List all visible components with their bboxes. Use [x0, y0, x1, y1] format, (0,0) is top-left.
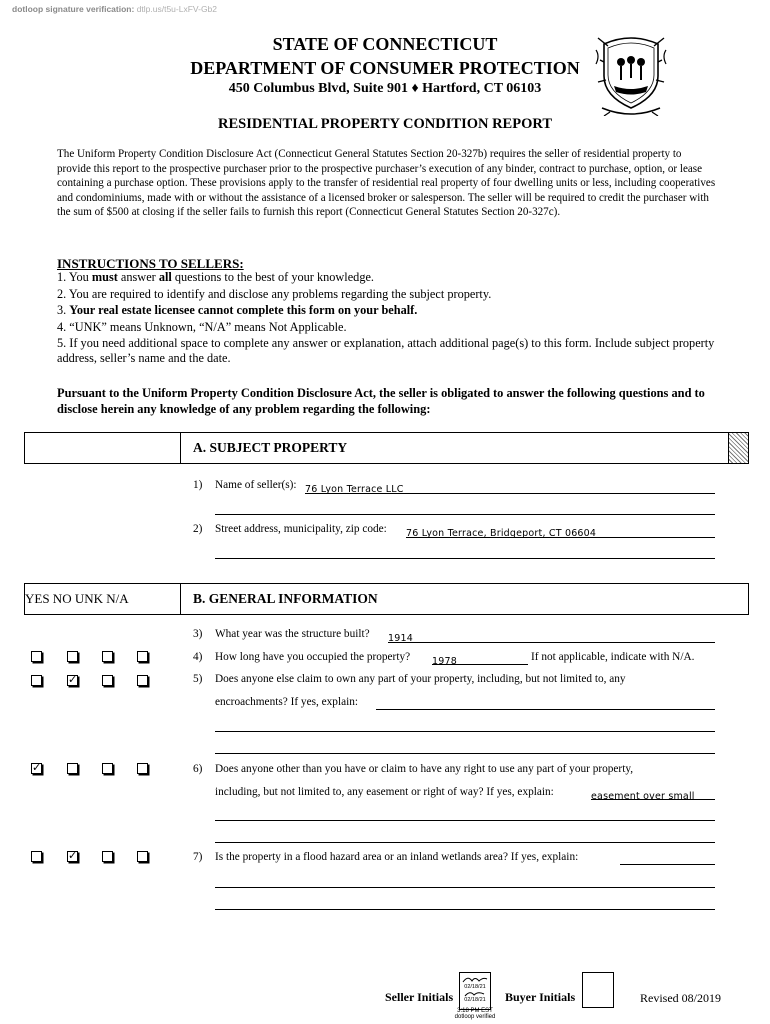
- q6-unk-checkbox[interactable]: [102, 763, 113, 774]
- stamp-verified: dotloop verified: [454, 1014, 496, 1020]
- q5-na-checkbox[interactable]: [137, 675, 148, 686]
- q4-unk-checkbox[interactable]: [102, 651, 113, 662]
- seller-initials-box[interactable]: [459, 972, 491, 1010]
- section-a-title: A. SUBJECT PROPERTY: [193, 440, 348, 455]
- q6-explain-field[interactable]: [591, 786, 715, 800]
- buyer-initials-label: Buyer Initials: [505, 990, 576, 1004]
- q6-yes-checkbox[interactable]: ✓: [32, 761, 42, 774]
- pursuant-statement: Pursuant to the Uniform Property Condition Disclosure Act, the seller is obligated to answer the following questions and to disclose herein any knowledge of any problem regarding the following:: [57, 386, 705, 416]
- question-4-suffix: If not applicable, indicate with N/A.: [531, 651, 695, 663]
- q6-no-checkbox[interactable]: [67, 763, 78, 774]
- q4-na-checkbox[interactable]: [137, 651, 148, 662]
- section-a-header: [24, 432, 749, 464]
- buyer-initials-box[interactable]: [582, 972, 614, 1008]
- stamp-date-1: 02/18/21: [464, 984, 486, 990]
- seller-name-field-line2[interactable]: [215, 502, 715, 515]
- seller-initials-label: Seller Initials: [385, 990, 454, 1004]
- dotloop-label: dotloop signature verification:: [12, 4, 135, 14]
- q5-explain-line3[interactable]: [215, 742, 715, 754]
- department-title: DEPARTMENT OF CONSUMER PROTECTION: [190, 58, 580, 78]
- section-b-header: [24, 583, 749, 615]
- question-5: 5) Does anyone else claim to own any part of your property, including, but not limited to, any: [193, 673, 626, 685]
- signature-initials-2-icon: [460, 990, 490, 997]
- q4-yes-checkbox[interactable]: [31, 651, 42, 662]
- occupied-field[interactable]: [432, 651, 528, 665]
- stamp-date-2: 02/18/21: [464, 997, 486, 1003]
- q6-explain-line2[interactable]: [215, 809, 715, 821]
- instruction-2: 2. You are required to identify and disclose any problems regarding the subject property.: [57, 287, 492, 301]
- question-7: 7) Is the property in a flood hazard area or an inland wetlands area? If yes, explain:: [193, 851, 579, 863]
- q5-unk-checkbox[interactable]: [102, 675, 113, 686]
- q5-explain-field[interactable]: [376, 696, 715, 710]
- year-built-value: 1914: [388, 633, 413, 644]
- street-address-field-line2[interactable]: [215, 546, 715, 559]
- signature-initials-icon: [460, 974, 490, 984]
- report-title: RESIDENTIAL PROPERTY CONDITION REPORT: [217, 116, 552, 132]
- stamp-time: 3:18 PM EST: [457, 1008, 493, 1014]
- q7-explain-field[interactable]: [620, 851, 715, 865]
- q5-no-checkbox[interactable]: ✓: [68, 673, 78, 686]
- instruction-3: 3. Your real estate licensee cannot complete this form on your behalf.: [57, 303, 418, 317]
- dotloop-link[interactable]: dtlp.us/t5u-LxFV-Gb2: [136, 4, 218, 14]
- q4-no-checkbox[interactable]: [67, 651, 78, 662]
- revised-date: Revised 08/2019: [640, 991, 721, 1005]
- instruction-5: 5. If you need additional space to complete any answer or explanation, attach additional page(s) to this form. Include subject property address, seller’s name and the date.: [57, 336, 715, 365]
- question-4: 4) How long have you occupied the property?: [193, 651, 411, 663]
- q7-na-checkbox[interactable]: [137, 851, 148, 862]
- q6-explain-line3[interactable]: [215, 831, 715, 843]
- street-address-field[interactable]: [406, 523, 715, 538]
- q7-unk-checkbox[interactable]: [102, 851, 113, 862]
- q7-yes-checkbox[interactable]: [31, 851, 42, 862]
- instruction-4: 4. “UNK” means Unknown, “N/A” means Not Applicable.: [57, 320, 347, 334]
- question-6: 6) Does anyone other than you have or claim to have any right to use any part of your property,: [193, 763, 634, 775]
- year-built-field[interactable]: [388, 628, 715, 643]
- q7-no-checkbox[interactable]: ✓: [68, 849, 78, 862]
- q6-explain-value: easement over small: [591, 791, 695, 802]
- seller-name-value: 76 Lyon Terrace LLC: [305, 484, 404, 495]
- occupied-value: 1978: [432, 656, 457, 667]
- answer-column-headers: YES NO UNK N/A: [25, 591, 129, 606]
- street-address-value: 76 Lyon Terrace, Bridgeport, CT 06604: [406, 528, 597, 539]
- section-b-title: B. GENERAL INFORMATION: [193, 591, 378, 606]
- seller-name-field[interactable]: [305, 479, 715, 494]
- question-1: 1) Name of seller(s):: [193, 479, 297, 491]
- instruction-1: 1. You must answer all questions to the best of your knowledge.: [57, 270, 374, 284]
- question-3: 3) What year was the structure built?: [193, 628, 370, 640]
- question-6-line2: including, but not limited to, any easement or right of way? If yes, explain:: [215, 786, 554, 798]
- question-5-line2: encroachments? If yes, explain:: [215, 696, 359, 708]
- q5-explain-line2[interactable]: [215, 720, 715, 732]
- intro-paragraph: The Uniform Property Condition Disclosure Act (Connecticut General Statutes Section 20-327b) requires the seller of residential property to provide this report to the prospective purchaser prior to the prospective purchaser’s execution of any binder, contract to purchase, option, or lease containing a purchase option. These provisions apply to the transfer of residential real property of four dwelling units or less, including cooperatives and condominiums, made with or without the assistance of a licensed broker or salesperson. The seller will be required to credit the purchaser with the sum of $500 at closing if the seller fails to furnish this report (Connecticut General Statutes Section 20-327c).: [57, 148, 716, 219]
- state-title: STATE OF CONNECTICUT: [272, 34, 498, 54]
- hatch-pattern: [728, 433, 748, 463]
- q7-explain-line2[interactable]: [215, 876, 715, 888]
- q5-yes-checkbox[interactable]: [31, 675, 42, 686]
- question-2: 2) Street address, municipality, zip code:: [193, 523, 387, 535]
- q7-explain-line3[interactable]: [215, 898, 715, 910]
- dotloop-verification: [12, 4, 217, 14]
- department-address: 450 Columbus Blvd, Suite 901 ♦ Hartford, CT 06103: [228, 81, 542, 96]
- instructions-title: INSTRUCTIONS TO SELLERS:: [57, 256, 244, 271]
- state-seal-icon: [594, 30, 668, 116]
- q6-na-checkbox[interactable]: [137, 763, 148, 774]
